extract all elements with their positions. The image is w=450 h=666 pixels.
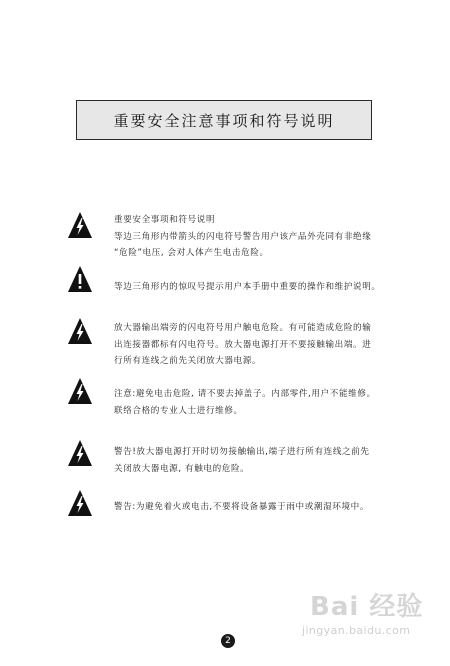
safety-item-text [114,279,404,296]
safety-item-text [114,499,404,516]
text-line: 注意:避免电击危险, 请不要去掉盖子。内部零件,用户不能维修。 [114,389,376,399]
lightning-warning-icon [68,212,92,238]
exclamation-warning-icon [68,266,92,292]
text-line: 等边三角形内带箭头的闪电符号警告用户该产品外壳同有非绝缘 [114,231,372,242]
lightning-warning-icon [68,378,92,404]
safety-item-text [114,320,404,370]
text-line: 警告!放大器电源打开时切勿接触输出,端子进行所有连线之前先 [114,447,370,457]
text-line: 行所有连线之前先关闭放大器电源。 [114,356,262,366]
text-line: “危险”电压, 会对人体产生电击危险。 [114,248,269,258]
text-line: 等边三角形内的惊叹号提示用户本手册中重要的操作和维护说明。 [114,282,381,292]
text-line: 放大器输出端旁的闪电符号用户触电危险。有可能造成危险的输 [114,323,372,333]
safety-item-text [114,444,404,477]
text-line: 关闭放大器电源, 有触电的危险。 [114,463,250,474]
text-line: 警告:为避免着火或电击,不要将设备暴露于雨中或潮湿环境中。 [114,502,370,512]
page-number: 2 [221,634,235,648]
text-line: 重要安全事项和符号说明 [114,215,216,225]
page-title: 重要安全注意事项和符号说明 [113,111,335,130]
text-line: 出连接器都标有闪电符号。放大器电源打开不要接触输出端。进 [114,339,372,350]
watermark-brand: Bai 经验 [310,592,424,622]
baidu-jingyan-watermark [300,586,440,646]
lightning-warning-icon [68,440,92,466]
safety-item-text [114,212,404,262]
safety-item-text [114,386,404,419]
page-title-box [76,100,372,140]
watermark-url: jingyan.baidu.com [302,624,411,637]
lightning-warning-icon [68,318,92,344]
text-line: 联络合格的专业人士进行维修。 [114,405,243,416]
lightning-warning-icon [68,490,92,516]
